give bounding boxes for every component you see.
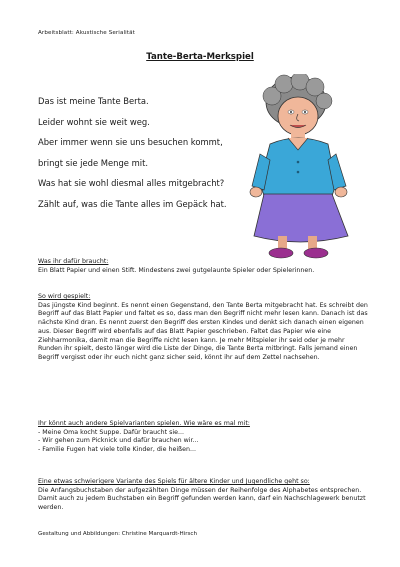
intro-line: Zählt auf, was die Tante alles im Gepäck hat.	[38, 198, 227, 209]
intro-line: Was hat sie wohl diesmal alles mitgebracht?	[38, 178, 225, 188]
intro-line: bringt sie jede Menge mit.	[38, 157, 149, 168]
section-text: Das jüngste Kind beginnt. Es nennt einen Gegenstand, den Tante Berta mitgebracht hat. Es schreibt den Begriff auf das Blatt Papier und faltet es so, dass man den Begriff nicht mehr lesen kann. Danach ist das nächste Kind dran. Es nennt zuerst den Begriff des ersten Kindes und denkt sich danach einen eigenen aus. Dieser Begriff wird ebenfalls auf das Blatt Papier geschrieben. Faltet das Papier wie eine Ziehharmonika, damit man die Begriffe nicht lesen kann. Je mehr Mitspieler ihr seid oder je mehr Runden ihr spielt, desto länger wird die Liste der Dinge, die Tante Berta mitbringt. Falls jemand einen Begriff vergisst oder ihr euch nicht ganz sicher seid, könnt ihr auf dem Zettel nachsehen.	[38, 301, 368, 361]
shoe-shape	[304, 248, 328, 258]
intro-text	[38, 95, 248, 218]
section-heading: Eine etwas schwierigere Variante des Spiels für ältere Kinder und Jugendliche geht so:	[38, 478, 310, 485]
intro-line: Leider wohnt sie weit weg.	[38, 116, 150, 127]
skirt-shape	[254, 194, 348, 242]
section-needed	[38, 258, 368, 275]
section-heading: So wird gespielt:	[38, 293, 91, 300]
section-how-to-play	[38, 293, 368, 363]
list-item: - Wir gehen zum Picknick und dafür brauchen wir...	[38, 437, 199, 445]
aunt-berta-illustration	[248, 74, 366, 264]
footer-credit: Gestaltung und Abbildungen: Christine Marquardt-Hirsch	[38, 531, 198, 537]
section-harder-variant	[38, 478, 368, 513]
section-heading: Was ihr dafür braucht:	[38, 258, 109, 265]
header-note: Arbeitsblatt: Akustische Serialität	[38, 30, 135, 36]
section-heading: Ihr könnt auch andere Spielvarianten spielen. Wie wäre es mal mit:	[38, 420, 250, 427]
page-title: Tante-Berta-Merkspiel	[146, 52, 254, 62]
face-shape	[278, 97, 318, 135]
intro-line: Aber immer wenn sie uns besuchen kommt,	[38, 137, 223, 147]
list-item: - Familie Fugen hat viele tolle Kinder, die heißen...	[38, 446, 196, 454]
list-item: - Meine Oma kocht Suppe. Dafür braucht sie...	[38, 428, 184, 436]
shoe-shape	[269, 248, 293, 258]
section-variants	[38, 420, 368, 455]
intro-line: Das ist meine Tante Berta.	[38, 96, 149, 106]
section-text: Die Anfangsbuchstaben der aufgezählten Dinge müssen der Reihenfolge des Alphabetes entsprechen. Damit auch zu jedem Buchstaben ein Begriff gefunden werden kann, darf ein Nachschlagewerk benutzt werden.	[38, 486, 366, 512]
section-text: Ein Blatt Papier und einen Stift. Mindestens zwei gutgelaunte Spieler oder Spielerinnen.	[38, 266, 315, 274]
